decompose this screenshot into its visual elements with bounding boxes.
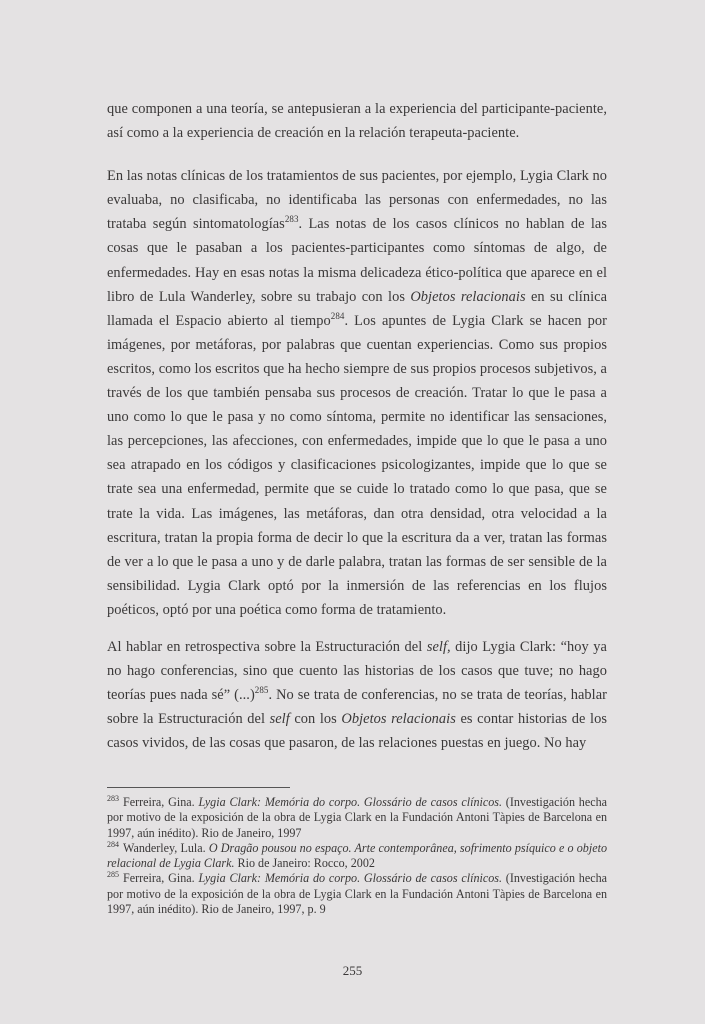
footnote-text: (Investigación hecha por motivo de la exposición de la obra de Lygia Clark en la Fundación Antoni Tàpies de Barcelona en 1997, aún inédito). Rio de Janeiro, 1997, p. 9 — [107, 871, 607, 917]
paragraph-2-text: En las notas clínicas de los tratamientos de sus pacientes, por ejemplo, Lygia Clark no evaluaba, no clasificaba, no identificaba las personas con enfermedades, no las trataba según sintomatologías — [107, 168, 607, 233]
footnote-283 — [107, 795, 607, 841]
footnote-title: Lygia Clark: Memória do corpo. Glossário de casos clínicos. — [198, 871, 502, 886]
footnote-number: 285 — [107, 870, 119, 880]
footnote-title: Lygia Clark: Memória do corpo. Glossário de casos clínicos. — [198, 795, 502, 809]
footnote-text: Rio de Janeiro: Rocco, 2002 — [234, 856, 375, 871]
paragraph-3 — [107, 635, 607, 755]
footnote-ref-285[interactable]: 285 — [254, 685, 269, 696]
footnote-285 — [107, 871, 607, 917]
paragraph-3-text: es contar historias de los casos vividos, de las cosas que pasaron, de las relaciones puestas en juego. No hay — [107, 711, 607, 752]
paragraph-1 — [107, 97, 607, 145]
paragraph-2-text: . Las notas de los casos clínicos no hablan de las cosas que le pasaban a los pacientes-participantes como síntomas de algo, de enfermedades. Hay en esas notas la misma delicadeza ético-política que aparece en el libro de Lula Wanderley, sobre su trabajo con los — [107, 216, 607, 305]
footnote-text: (Investigación hecha por motivo de la exposición de la obra de Lygia Clark en la Fundación Antoni Tàpies de Barcelona en 1997, aún inédito). Rio de Janeiro, 1997 — [107, 795, 607, 840]
paragraph-1-text: que componen a una teoría, se antepusieran a la experiencia del participante-paciente, así como a la experiencia de creación en la relación terapeuta-paciente. — [107, 101, 607, 142]
footnote-text: Ferreira, Gina. — [123, 795, 199, 809]
footnote-text: Wanderley, Lula. — [123, 840, 209, 855]
footnote-separator — [107, 787, 290, 788]
italic-title: Objetos relacionais — [410, 288, 526, 305]
footnotes — [107, 795, 607, 917]
paragraph-3-text: . No se trata de conferencias, no se trata de teorías, hablar sobre la Estructuración del — [107, 687, 607, 728]
italic-title: Objetos relacionais — [341, 711, 456, 728]
paragraph-2-text: en su clínica llamada el Espacio abierto al tiempo — [107, 288, 608, 329]
footnote-title: O Dragão pousou no espaço. Arte contemporânea, sofrimento psíquico e o objeto relacional de Lygia Clark. — [107, 840, 607, 871]
paragraph-2 — [107, 164, 607, 622]
footnote-number: 283 — [107, 793, 119, 803]
footnote-284 — [107, 841, 607, 872]
footnote-ref-284[interactable]: 284 — [330, 310, 345, 321]
footnote-text: Ferreira, Gina. — [123, 871, 199, 886]
body-text — [107, 97, 607, 768]
paragraph-2-text: . Los apuntes de Lygia Clark se hacen por imágenes, por metáforas, por palabras que cuentan experiencias. Como sus propios escritos, como los escritos que ha hecho siempre de sus propios procesos subjetivos, a través de los que también pensaba sus procesos de creación. Tratar lo que le pasa a uno como lo que le pasa y no como síntoma, permite no identificar las sensaciones, las percepciones, las afecciones, con enfermedades, impide que lo que le pasa a uno sea atrapado en los códigos y clasificaciones psicologizantes, impide que lo que se trate sea una enfermedad, permite que se cuide lo tratado como lo que pasa, que se trate la vida. Las imágenes, las metáforas, dan otra densidad, otra velocidad a la escritura, tratan la propia forma de decir lo que la escritura da a ver, tratan las formas de ver a lo que le pasa a uno y de darle palabra, tratan las formas de ser sensible de la sensibilidad. Lygia Clark optó por la inmersión de las referencias en los flujos poéticos, optó por una poética como forma de tratamiento. — [107, 312, 607, 618]
paragraph-3-text: con los — [289, 711, 342, 728]
paragraph-3-text: Al hablar en retrospectiva sobre la Estructuración del — [107, 638, 427, 655]
footnote-ref-283[interactable]: 283 — [284, 214, 299, 225]
paragraph-3-text: dijo Lygia Clark: “hoy ya no hago conferencias, sino que cuento las historias de los casos que tuve; no hago teorías pues nada sé” (...) — [107, 638, 607, 704]
footnote-number: 284 — [107, 839, 119, 849]
italic-term: self — [269, 711, 290, 728]
italic-term: self, — [426, 638, 451, 655]
page-number: 255 — [342, 963, 363, 978]
